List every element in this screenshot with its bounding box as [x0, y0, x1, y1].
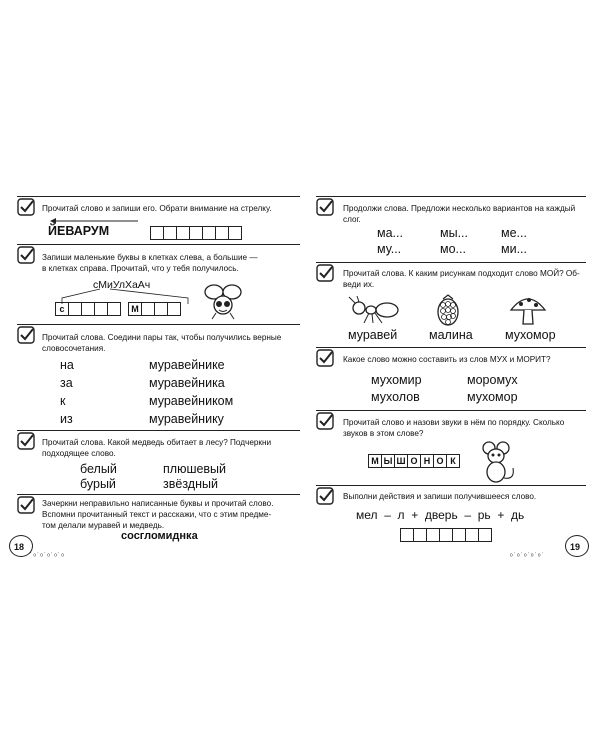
divider — [316, 262, 586, 263]
answer-cell[interactable]: М — [128, 302, 142, 316]
answer-cell[interactable] — [167, 302, 181, 316]
answer-cell[interactable] — [202, 226, 216, 240]
task-instruction: в клетках справа. Прочитай, что у тебя получилось. — [42, 264, 239, 273]
task-instruction: том делали муравей и медведь. — [42, 521, 165, 530]
task-instruction: звуков в этом слове? — [343, 429, 424, 438]
letter-cell: Н — [420, 454, 434, 468]
task-instruction: Выполни действия и запиши получившееся слово. — [343, 492, 537, 501]
word-option[interactable]: мухолов — [371, 390, 420, 404]
task-instruction: Запиши маленькие буквы в клетках слева, а большие — — [42, 253, 258, 262]
syllable: мы... — [440, 226, 468, 240]
letter-cells — [368, 454, 459, 468]
checkbox-icon[interactable] — [316, 412, 334, 430]
mouse-icon — [477, 440, 519, 484]
footer-decoration: ᵒ˙ᵒ˙ᵒ˙ᵒ˙ᵒ˙ — [510, 553, 545, 560]
answer-cell[interactable] — [413, 528, 427, 542]
answer-cell[interactable] — [154, 302, 168, 316]
letter-cell: О — [433, 454, 447, 468]
answer-cell[interactable] — [81, 302, 95, 316]
checkbox-icon[interactable] — [17, 496, 35, 514]
answer-cell[interactable] — [141, 302, 155, 316]
checkbox-icon[interactable] — [17, 432, 35, 450]
raspberry-icon[interactable] — [435, 293, 461, 327]
letter-cell: Ш — [394, 454, 408, 468]
task-instruction: Прочитай слово и назови звуки в нём по порядку. Сколько — [343, 418, 565, 427]
word-option[interactable]: звёздный — [163, 477, 218, 491]
scrambled-word: ЙЕВАРУМ — [48, 224, 110, 238]
task-instruction: Прочитай слова. Соедини пары так, чтобы получились верные — [42, 333, 282, 342]
checkbox-icon[interactable] — [17, 326, 35, 344]
checkbox-icon[interactable] — [17, 246, 35, 264]
answer-cell[interactable] — [478, 528, 492, 542]
divider — [316, 347, 586, 348]
answer-cell[interactable] — [452, 528, 466, 542]
divider — [17, 430, 300, 431]
checkbox-icon[interactable] — [316, 349, 334, 367]
task-instruction: Вспомни прочитанный текст и расскажи, что с этим предме- — [42, 510, 272, 519]
checkbox-icon[interactable] — [316, 198, 334, 216]
letter-cell: М — [368, 454, 382, 468]
answer-cell[interactable] — [176, 226, 190, 240]
right-word: муравейника — [149, 376, 225, 390]
answer-cell[interactable] — [215, 226, 229, 240]
left-word: на — [60, 358, 74, 372]
syllable: му... — [377, 242, 402, 256]
task-instruction: веди их. — [343, 280, 375, 289]
answer-cell[interactable] — [163, 226, 177, 240]
answer-cell[interactable] — [94, 302, 108, 316]
checkbox-icon[interactable] — [316, 264, 334, 282]
answer-cell[interactable] — [189, 226, 203, 240]
divider — [17, 494, 300, 495]
mushroom-icon[interactable] — [509, 294, 547, 326]
letter-cell: О — [407, 454, 421, 468]
answer-cell[interactable]: с — [55, 302, 69, 316]
right-word: муравейнику — [149, 412, 224, 426]
syllable: ми... — [501, 242, 527, 256]
left-word: из — [60, 412, 73, 426]
answer-cells[interactable] — [150, 226, 241, 240]
letter-cell: Ы — [381, 454, 395, 468]
jumbled-word: сосгломиднка — [121, 530, 198, 542]
left-word: к — [60, 394, 66, 408]
answer-cell[interactable] — [465, 528, 479, 542]
divider — [316, 485, 586, 486]
picture-label: малина — [429, 328, 473, 342]
page-number: 18 — [14, 542, 25, 552]
task-instruction: Зачеркни неправильно написанные буквы и прочитай слово. — [42, 499, 274, 508]
right-word: муравейником — [149, 394, 234, 408]
uppercase-cells[interactable] — [128, 302, 180, 316]
task-instruction: подходящее слово. — [42, 449, 116, 458]
checkbox-icon[interactable] — [17, 198, 35, 216]
divider — [316, 410, 586, 411]
task-instruction: Какое слово можно составить из слов МУХ и МОРИТ? — [343, 355, 551, 364]
divider — [17, 324, 300, 325]
footer-decoration: ˙ᵒ˙ᵒ˙ᵒ˙ᵒ˙ᵒ — [30, 553, 65, 560]
divider — [17, 244, 300, 245]
word-option[interactable]: моромух — [467, 373, 518, 387]
mixed-letters-word: сМиУлХаАч — [93, 279, 151, 291]
task-instruction: Прочитай слова. Какой медведь обитает в лесу? Подчеркни — [42, 438, 272, 447]
answer-cell[interactable] — [400, 528, 414, 542]
picture-label: мухомор — [505, 328, 556, 342]
task-instruction: Прочитай слово и запиши его. Обрати внимание на стрелку. — [42, 204, 272, 213]
letter-cell: К — [446, 454, 460, 468]
word-option[interactable]: плюшевый — [163, 462, 227, 476]
answer-cell[interactable] — [150, 226, 164, 240]
task-instruction: слог. — [343, 215, 361, 224]
ant-icon[interactable] — [345, 296, 403, 324]
answer-cells[interactable] — [400, 528, 491, 542]
syllable: ме... — [501, 226, 527, 240]
right-word: муравейнике — [149, 358, 225, 372]
left-word: за — [60, 376, 73, 390]
answer-cell[interactable] — [228, 226, 242, 240]
answer-cell[interactable] — [426, 528, 440, 542]
word-math-expression: мел – л + дверь – рь + дь — [356, 508, 525, 522]
picture-label: муравей — [348, 328, 398, 342]
divider — [316, 196, 586, 197]
syllable: ма... — [377, 226, 403, 240]
word-option[interactable]: белый — [80, 462, 117, 476]
task-instruction: словосочетания. — [42, 344, 106, 353]
word-option[interactable]: мухомир — [371, 373, 422, 387]
answer-cell[interactable] — [107, 302, 121, 316]
task-instruction: Продолжи слова. Предложи несколько вариантов на каждый — [343, 204, 576, 213]
answer-cell[interactable] — [439, 528, 453, 542]
syllable: мо... — [440, 242, 466, 256]
word-option[interactable]: бурый — [80, 477, 116, 491]
task-instruction: Прочитай слова. К каким рисункам подходит слово МОЙ? Об- — [343, 269, 580, 278]
word-option[interactable]: мухомор — [467, 390, 518, 404]
lowercase-cells[interactable] — [55, 302, 120, 316]
divider — [17, 196, 300, 197]
fly-icon — [200, 283, 246, 321]
checkbox-icon[interactable] — [316, 487, 334, 505]
page-number: 19 — [570, 542, 581, 552]
answer-cell[interactable] — [68, 302, 82, 316]
